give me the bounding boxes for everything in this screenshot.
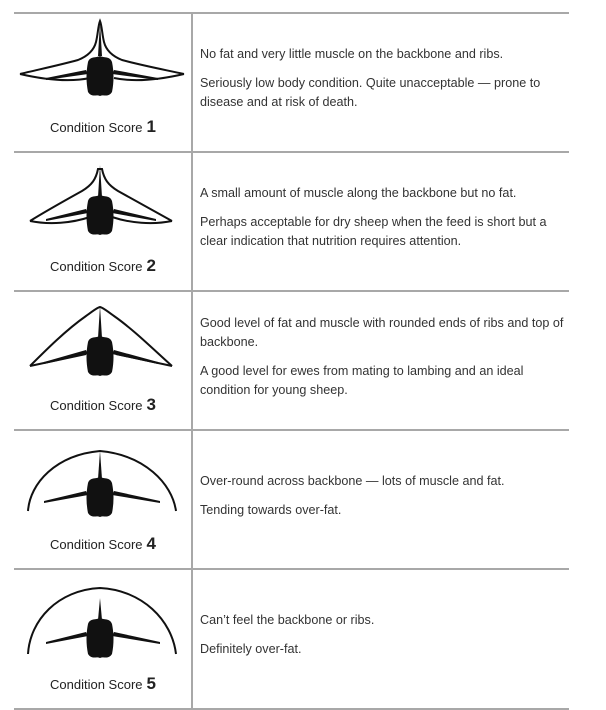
description-line: Can’t feel the backbone or ribs. xyxy=(200,613,375,627)
description-line: Tending towards over-fat. xyxy=(200,502,342,517)
diagram-cell xyxy=(14,153,193,290)
score-number: 2 xyxy=(146,256,156,275)
description-line: No fat and very little muscle on the backbone and ribs. xyxy=(200,47,504,61)
score-number: 1 xyxy=(146,117,156,136)
vertebra-cross-section-score-4 xyxy=(16,433,188,525)
vertebra-cross-section-score-3 xyxy=(16,294,188,386)
score-number: 4 xyxy=(146,534,156,553)
score-number: 5 xyxy=(146,674,156,693)
description-line: A good level for ewes from mating to lambing and an ideal condition for young sheep. xyxy=(200,363,524,397)
description-line: Definitely over-fat. xyxy=(200,642,302,656)
description-cell xyxy=(200,431,566,568)
table-row xyxy=(14,151,569,290)
table-row xyxy=(14,568,569,710)
description-cell xyxy=(200,153,566,290)
score-number: 3 xyxy=(146,395,156,414)
description-line: Perhaps acceptable for dry sheep when the feed is short but a clear indication that nutrition requires attention. xyxy=(200,215,547,248)
table-row xyxy=(14,290,569,429)
score-label: Condition Score 4 xyxy=(50,534,156,553)
description-cell xyxy=(200,570,566,708)
diagram-cell xyxy=(14,570,193,708)
diagram-cell xyxy=(14,431,193,568)
vertebra-cross-section-score-5 xyxy=(16,572,188,664)
description-cell xyxy=(200,292,566,429)
description-line: Good level of fat and muscle with rounded ends of ribs and top of backbone. xyxy=(200,315,564,349)
vertebra-cross-section-score-2 xyxy=(16,155,188,247)
score-label: Condition Score 5 xyxy=(50,674,156,693)
condition-score-table xyxy=(14,12,569,710)
score-label: Condition Score 2 xyxy=(50,256,156,275)
score-label: Condition Score 1 xyxy=(50,117,156,136)
description-line: A small amount of muscle along the backbone but no fat. xyxy=(200,186,517,200)
score-label: Condition Score 3 xyxy=(50,395,156,414)
table-row xyxy=(14,429,569,568)
description-line: Seriously low body condition. Quite unacceptable — prone to disease and at risk of death. xyxy=(200,76,541,109)
vertebra-cross-section-score-1 xyxy=(16,16,188,108)
description-cell xyxy=(200,14,566,151)
diagram-cell xyxy=(14,292,193,429)
description-line: Over-round across backbone — lots of muscle and fat. xyxy=(200,473,505,488)
table-row xyxy=(14,12,569,151)
diagram-cell xyxy=(14,14,193,151)
